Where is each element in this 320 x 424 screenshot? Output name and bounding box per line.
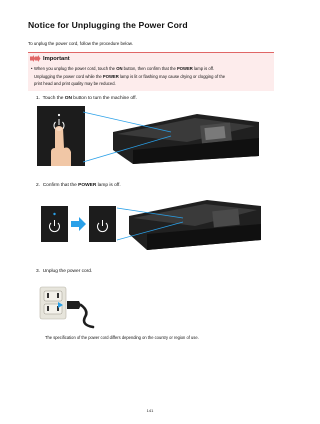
step-2: 2. Confirm that the POWER lamp is off. (36, 183, 121, 188)
important-text: • When you unplug the power cord, touch the ON button, then confirm that the POWER lamp is off. Unplugging the power cord while the POWER lamp is lit or flashing may cause drying or clogging of the print head and print quality may be reduced. (31, 66, 226, 87)
step-3-illustration (37, 281, 97, 329)
important-header (30, 55, 70, 62)
step-2-illustration (37, 194, 263, 252)
page-number: 141 (146, 408, 154, 413)
page-title: Notice for Unplugging the Power Cord (28, 20, 188, 30)
step-3: 3. Unplug the power cord. (36, 269, 93, 274)
step-1-illustration (37, 106, 263, 166)
intro-text: To unplug the power cord, follow the procedure below. (28, 41, 133, 46)
important-notice (28, 52, 274, 91)
important-label: Important (43, 55, 70, 62)
step-1: 1. Touch the ON button to turn the machine off. (36, 96, 137, 101)
important-arrow-icon (30, 55, 41, 62)
power-cord-note: The specification of the power cord differs depending on the country or region of use. (45, 335, 199, 340)
